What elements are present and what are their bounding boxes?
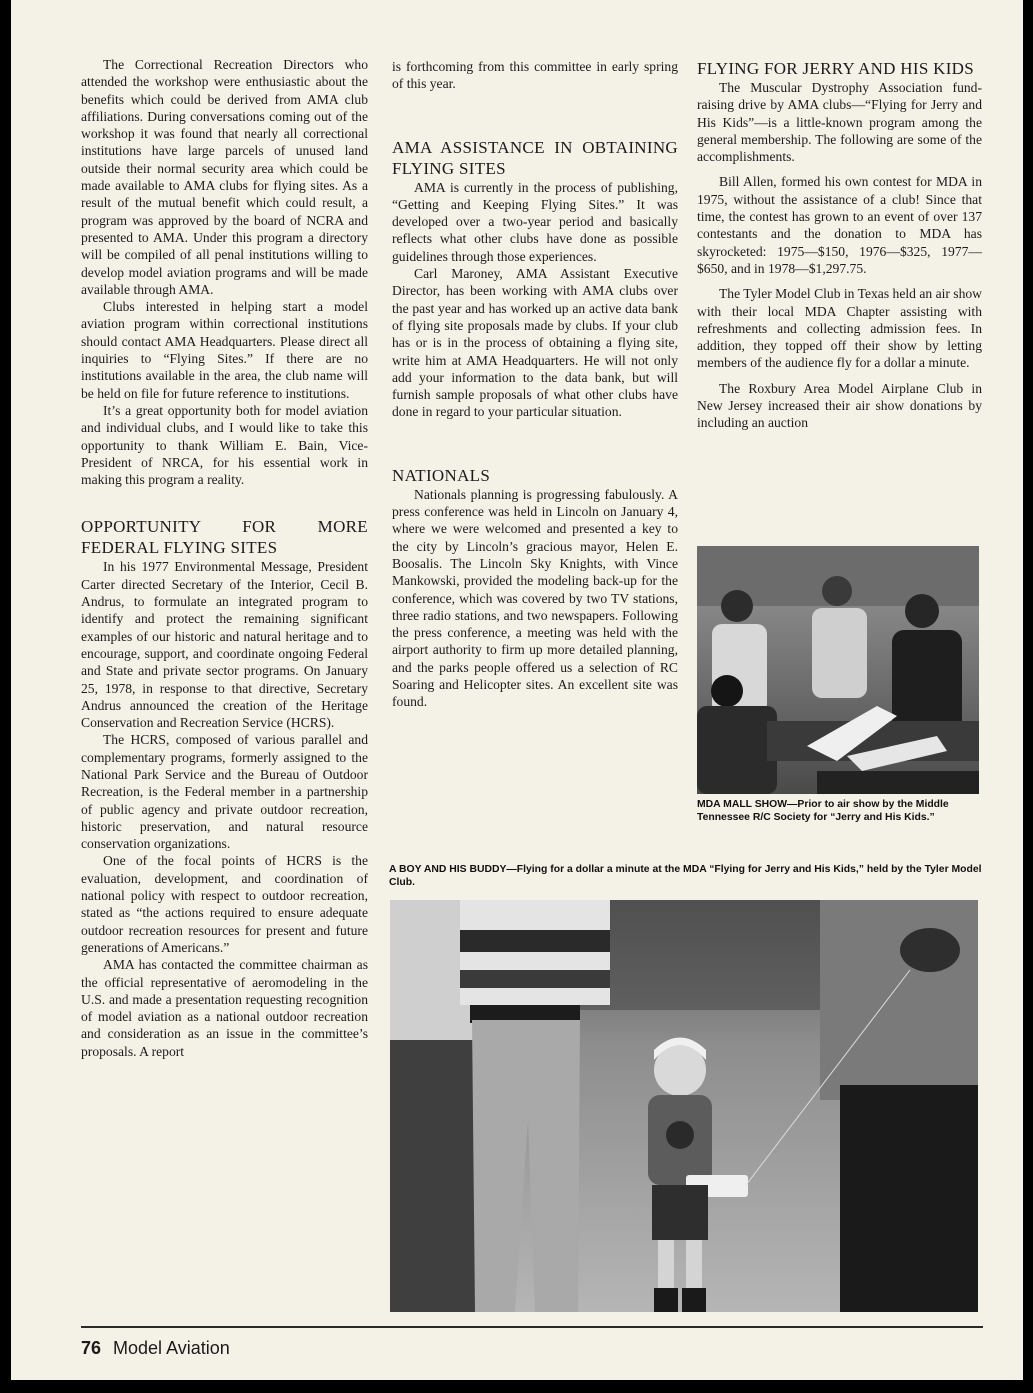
magazine-name: Model Aviation bbox=[113, 1338, 230, 1358]
paragraph: One of the focal points of HCRS is the evaluation, development, and coordination of national policy with respect to outdoor recreation, stated as “the actions required to ensure adequate outdoor recreation resources for present and future generations of Americans.” bbox=[81, 853, 368, 955]
column-1 bbox=[81, 56, 368, 1060]
paragraph: Clubs interested in helping start a model aviation program within correctional institutions should contact AMA Headquarters. Please direct all inquiries to “Flying Sites.” If there are no institutions available in the area, the club name will be held on file for future reference to institutions. bbox=[81, 299, 368, 401]
photo-mall-show-image bbox=[697, 546, 979, 794]
paragraph: The Muscular Dystrophy Association fund-raising drive by AMA clubs—“Flying for Jerry and His Kids”—is a little-known program among the general membership. The following are some of the accomplishments. bbox=[697, 80, 982, 165]
photo-boy-image bbox=[390, 900, 978, 1312]
paragraph: Bill Allen, formed his own contest for MDA in 1975, without the assistance of a club! Since that time, the contest has grown to an event of over 137 contestants and the donation to MDA has skyrocketed: 1975—$150, 1976—$325, 1977—$650, and in 1978—$1,297.75. bbox=[697, 174, 982, 276]
paragraph: Carl Maroney, AMA Assistant Executive Director, has been working with AMA clubs over the past year and has worked up an active data bank of flying site proposals made by clubs. If your club has or is in the process of obtaining a flying site, write him at AMA Headquarters. He will not only add your information to the data bank, but will furnish sample proposals of what other clubs have done in regard to your particular situation. bbox=[392, 266, 678, 420]
paragraph: Nationals planning is progressing fabulously. A press conference was held in Lincoln on January 4, where we were welcomed and presented a key to the city by Lincoln’s gracious mayor, Helen E. Boosalis. The Lincoln Sky Knights, with Vince Mankowski, provided the modeling back-up for the conference, which was covered by two TV stations, three radio stations, and two newspapers. Following the press conference, a meeting was held with the airport authority to firm up more detailed planning, and the parks people offered us a selection of RC Soaring and Helicopter sites. An excellent site was found. bbox=[392, 486, 678, 710]
photo-mda-mall-show bbox=[697, 546, 979, 794]
paragraph: The Tyler Model Club in Texas held an air show with their local MDA Chapter assisting with refreshments and collecting admission fees. In addition, they topped off their show by letting members of the audience fly for a dollar a minute. bbox=[697, 286, 982, 371]
section-heading-federal-sites: OPPORTUNITY FOR MORE FEDERAL FLYING SITES bbox=[81, 517, 368, 558]
footer-rule bbox=[81, 1326, 983, 1328]
photo-caption-boy-buddy: A BOY AND HIS BUDDY—Flying for a dollar a minute at the MDA “Flying for Jerry and His Kids,” held by the Tyler Model Club. bbox=[389, 864, 982, 888]
paragraph: In his 1977 Environmental Message, President Carter directed Secretary of the Interior, Cecil B. Andrus, to formulate an integrated program to identify and protect the remaining significant examples of our historic and natural heritage and to encourage, support, and coordinate ongoing Federal and State and private sector programs. On January 25, 1978, in response to that directive, Secretary Andrus announced the creation of the Heritage Conservation and Recreation Service (HCRS). bbox=[81, 559, 368, 731]
column-3 bbox=[697, 58, 982, 432]
page-number: 76 bbox=[81, 1338, 102, 1358]
section-heading-flying-sites: AMA ASSISTANCE IN OBTAINING FLYING SITES bbox=[392, 137, 678, 178]
page-footer bbox=[81, 1338, 230, 1359]
paragraph: AMA is currently in the process of publishing, “Getting and Keeping Flying Sites.” It was developed over a two-year period and basically reflects what other clubs have done as possible guidelines through those experiences. bbox=[392, 179, 678, 264]
paragraph: The Roxbury Area Model Airplane Club in New Jersey increased their air show donations by including an auction bbox=[697, 380, 982, 431]
paragraph: The Correctional Recreation Directors who attended the workshop were enthusiastic about the benefits which could be derived from AMA club affiliations. During conversations coming out of the workshop it was found that nearly all correctional institutions have large parcels of unused land outside their normal security area which could be made available to AMA clubs for flying sites. As a result of the mutual benefit which could result, a program was approved by the board of NCRA and presented to AMA. Under this program a directory will be compiled of all penal institutions willing to develop model aviation programs and will be made available through AMA. bbox=[81, 57, 368, 297]
photo-caption-mall-show: MDA MALL SHOW—Prior to air show by the Middle Tennessee R/C Society for “Jerry and His Kids.” bbox=[697, 799, 949, 823]
paragraph: It’s a great opportunity both for model aviation and individual clubs, and I would like to take this opportunity to thank William E. Bain, Vice-President of NRCA, for his essential work in making this program a reality. bbox=[81, 402, 368, 488]
photo-boy-and-buddy bbox=[390, 900, 978, 1312]
section-heading-nationals: NATIONALS bbox=[392, 465, 491, 485]
column-2 bbox=[392, 58, 678, 711]
paragraph: is forthcoming from this committee in early spring of this year. bbox=[392, 59, 678, 92]
section-heading-jerry-kids: FLYING FOR JERRY AND HIS KIDS bbox=[697, 59, 974, 78]
paragraph: AMA has contacted the committee chairman as the official representative of aeromodeling in the U.S. and made a presentation requesting recognition of model aviation as a national outdoor recreation and consideration as an issue in the committee’s proposals. A report bbox=[81, 957, 368, 1059]
magazine-page bbox=[11, 0, 1023, 1380]
paragraph: The HCRS, composed of various parallel and complementary programs, formerly assigned to the National Park Service and the Bureau of Outdoor Recreation, is the Federal member in a partnership of public agency and private outdoor recreation, historic preservation, and natural resource conservation organizations. bbox=[81, 732, 368, 852]
